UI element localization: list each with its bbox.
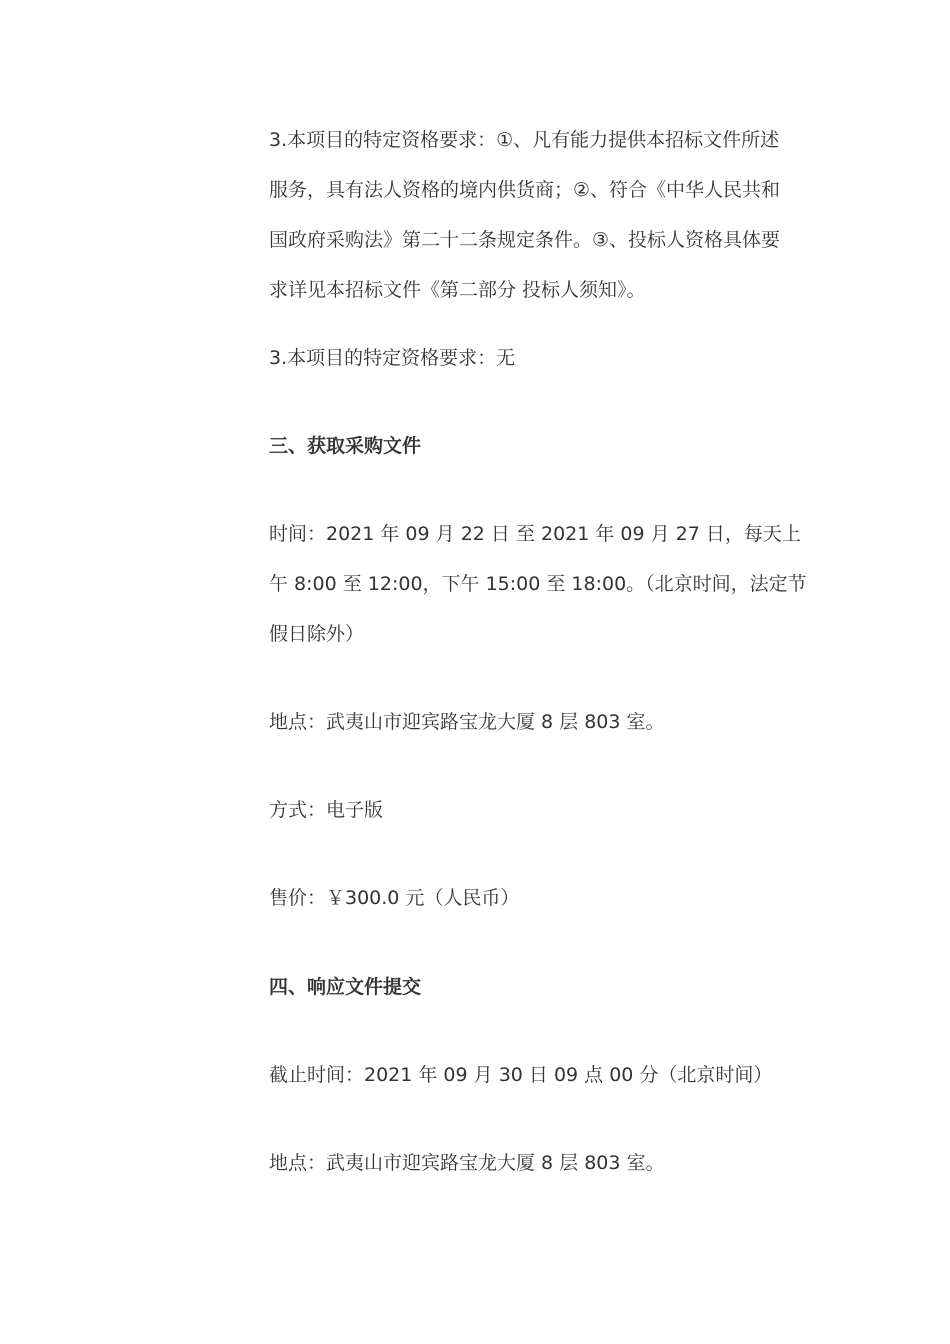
section-3-location: 地点：武夷山市迎宾路宝龙大厦 8 层 803 室。 (269, 711, 665, 733)
qualification-line-1: 3.本项目的特定资格要求：①、凡有能力提供本招标文件所述 (269, 129, 780, 151)
section-3-heading: 三、获取采购文件 (269, 435, 422, 457)
section-4-location: 地点：武夷山市迎宾路宝龙大厦 8 层 803 室。 (269, 1152, 665, 1174)
section-4-deadline: 截止时间：2021 年 09 月 30 日 09 点 00 分（北京时间） (269, 1064, 773, 1086)
section-3-method: 方式：电子版 (269, 799, 384, 821)
section-3-time-line-1: 时间：2021 年 09 月 22 日 至 2021 年 09 月 27 日，每天上 (269, 523, 801, 545)
qualification-line-2: 服务，具有法人资格的境内供货商；②、符合《中华人民共和 (269, 179, 781, 201)
section-4-heading: 四、响应文件提交 (269, 976, 422, 998)
section-3-time-line-3: 假日除外） (269, 623, 365, 645)
section-3-time-line-2: 午 8:00 至 12:00，下午 15:00 至 18:00。（北京时间，法定节 (269, 573, 807, 595)
qualification-line-4: 求详见本招标文件《第二部分 投标人须知》。 (269, 279, 646, 301)
qualification-none: 3.本项目的特定资格要求：无 (269, 347, 516, 369)
section-3-price: 售价：￥300.0 元（人民币） (269, 887, 520, 909)
qualification-line-3: 国政府采购法》第二十二条规定条件。③、投标人资格具体要 (269, 229, 781, 251)
